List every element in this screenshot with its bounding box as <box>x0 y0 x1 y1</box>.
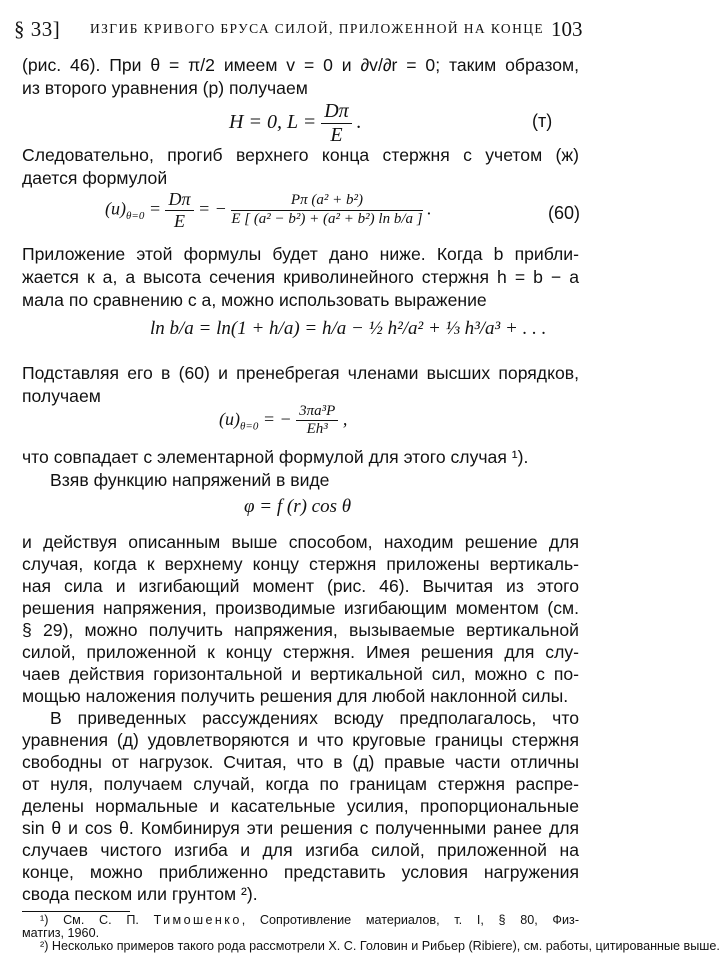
fraction-numerator: 3πa³P <box>296 403 338 421</box>
text-line: § 29), можно получить напряжения, вызываемые вертикальной <box>22 620 579 640</box>
text-line: (рис. 46). При θ = π/2 имеем v = 0 и ∂v/∂r = 0; таким образом, <box>22 55 579 75</box>
equals-minus: = − <box>262 408 292 429</box>
subscript: θ=0 <box>240 420 259 433</box>
equation-u-approx <box>219 403 347 439</box>
footnote-rule <box>22 911 130 912</box>
fraction <box>296 403 338 439</box>
equation-60-lhs: (u) <box>105 198 126 219</box>
subscript: θ=0 <box>126 209 145 222</box>
fraction <box>321 100 351 147</box>
text-line: получаем <box>22 386 101 406</box>
equation-ln-expansion: ln b/a = ln(1 + h/a) = h/a − ½ h²/a² + ⅓ h³/a³ + . . . <box>150 318 547 339</box>
text-line: случаев чистого изгиба и для изгиба силой, приложенной на <box>22 840 579 860</box>
equation-60 <box>105 189 432 231</box>
text-line: В приведенных рассуждениях всюду предполагалось, что <box>50 708 579 728</box>
fraction <box>231 192 422 228</box>
fraction-numerator: Dπ <box>321 100 351 124</box>
text-line: от нуля, получаем случай, когда по границам стержня распре- <box>22 774 579 794</box>
text-line: решения напряжения, производимые изгибающим моментом (см. <box>22 598 579 618</box>
text-line: sin θ и cos θ. Комбинируя эти решения с полученными ранее для <box>22 818 579 838</box>
text-line: Взяв функцию напряжений в виде <box>50 470 330 490</box>
equals: = <box>148 198 166 219</box>
equation-punct: . <box>356 111 362 134</box>
footnote-1-text: ¹) См. С. П. Тимошенко, Сопротивление материалов, т. I, § 80, Физ- <box>40 913 580 927</box>
text-line: жается к a, а высота сечения криволинейного стержня h = b − a <box>22 267 579 287</box>
fraction-denominator: Eh³ <box>306 421 328 438</box>
text-line: уравнения (д) удовлетворяются и что круговые границы стержня <box>22 730 579 750</box>
text-line: ная сила и изгибающий момент (рис. 46). Вычитая из этого <box>22 576 579 596</box>
text-line: что совпадает с элементарной формулой для этого случая ¹). <box>22 447 529 467</box>
equation-label-60: (60) <box>548 203 581 223</box>
running-header-title: ИЗГИБ КРИВОГО БРУСА СИЛОЙ, ПРИЛОЖЕННОЙ НА КОНЦЕ <box>90 21 545 36</box>
text-line: случая, когда к верхнему концу стержня приложены вертикаль- <box>22 554 579 574</box>
section-number: § 33] <box>14 17 61 41</box>
text-line: Приложение этой формулы будет дано ниже. Когда b прибли- <box>22 244 579 264</box>
text-line: и действуя описанным выше способом, находим решение для <box>22 532 579 552</box>
text-line: делены нормальные и касательные усилия, пропорциональные <box>22 796 579 816</box>
equation-punct: . <box>427 198 432 219</box>
text-line: дается формулой <box>22 168 168 188</box>
equation-label-t: (т) <box>532 111 553 131</box>
text-line: свободны от нагрузок. Считая, что в (д) правые части отличны <box>22 752 579 772</box>
fraction-denominator: E <box>174 210 185 231</box>
footnote-1 <box>40 913 579 927</box>
text-line: свода песком или грунтом ²). <box>22 884 258 904</box>
page-number: 103 <box>551 17 583 41</box>
equation-u-lhs: (u) <box>219 408 240 429</box>
fraction <box>165 189 193 231</box>
equals-minus: = − <box>198 198 227 219</box>
text-line: силой, приложенной к концу стержня. Имея решения для слу- <box>22 642 579 662</box>
text-line: Следовательно, прогиб верхнего конца стержня с учетом (ж) <box>22 145 579 165</box>
equation-phi: φ = f (r) cos θ <box>244 496 352 517</box>
equation-punct: , <box>342 408 348 429</box>
text-line: из второго уравнения (р) получаем <box>22 78 308 98</box>
fraction-numerator: Dπ <box>165 189 193 211</box>
fraction-numerator: Pπ (a² + b²) <box>231 192 422 210</box>
text-line: конце, можно приближенно представить условия нагружения <box>22 862 579 882</box>
text-line: Подставляя его в (60) и пренебрегая членами высших порядков, <box>22 363 579 383</box>
fraction-denominator: E [ (a² − b²) + (a² + b²) ln b/a ] <box>231 210 423 227</box>
text-line: мощью наложения получить решения для любой наклонной силы. <box>22 686 569 706</box>
footnote-2: ²) Несколько примеров такого рода рассмотрели Х. С. Головин и Рибьер (Ribiere), см. работы, цитированные выше. <box>40 939 720 953</box>
footnote-1-cont: матгиз, 1960. <box>22 926 100 940</box>
text-line: мала по сравнению с a, можно использовать выражение <box>22 290 487 310</box>
fraction-denominator: E <box>330 124 343 146</box>
equation-t-lhs: H = 0, L = <box>229 111 322 134</box>
text-line: чаев действия горизонтальной и вертикальной сил, можно с по- <box>22 664 579 684</box>
equation-t <box>229 100 362 147</box>
